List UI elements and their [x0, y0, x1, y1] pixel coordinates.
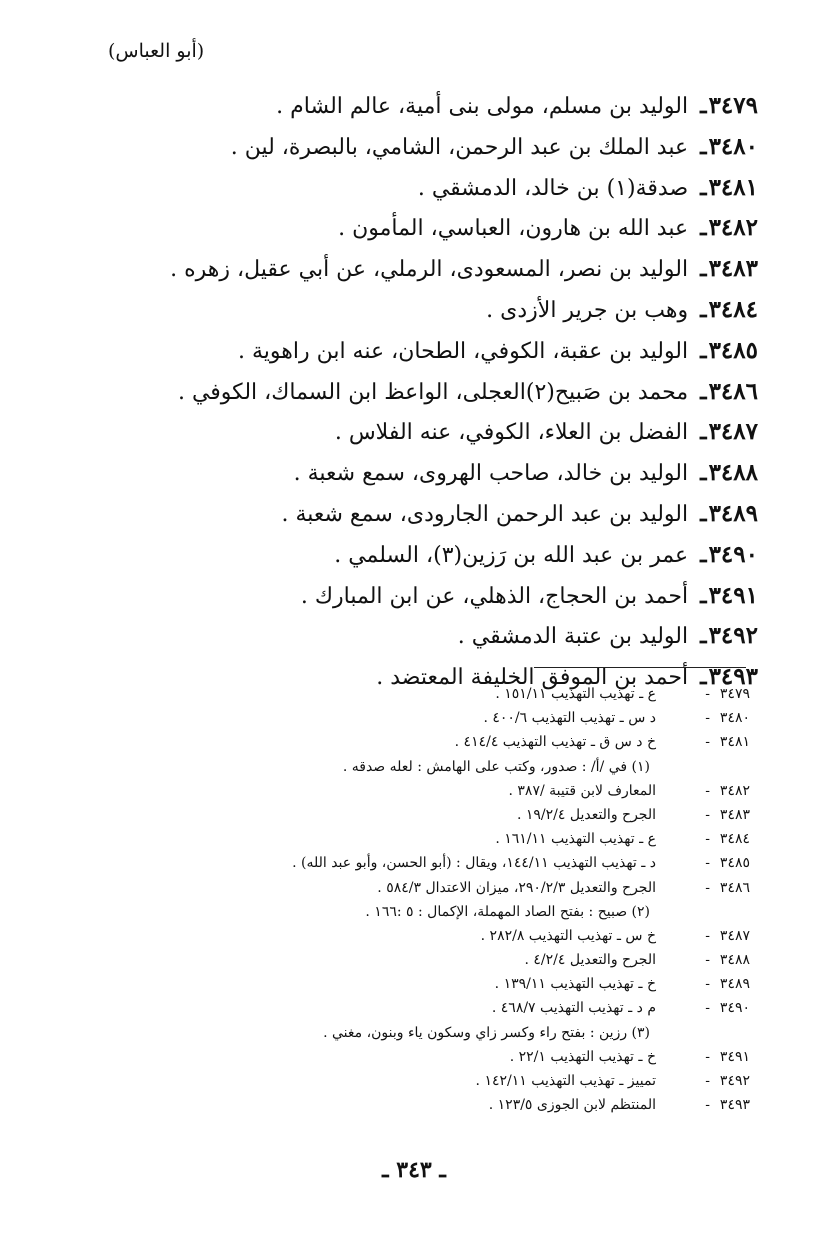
- note-dash: -: [705, 710, 710, 727]
- footnote-row: [30, 1021, 750, 1045]
- entry-dash: ـ: [700, 133, 707, 160]
- note-number: ٣٤٨٠: [719, 710, 750, 727]
- note-text: م د ـ تهذيب التهذيب ٤٦٨/٧ .: [491, 1000, 656, 1017]
- entry-text: أحمد بن الحجاج، الذهلي، عن ابن المبارك .: [300, 583, 689, 609]
- note-dash: -: [705, 1097, 710, 1114]
- entry-row: [58, 249, 758, 290]
- note-row: [30, 924, 750, 948]
- entry-text: الوليد بن خالد، صاحب الهروى، سمع شعبة .: [293, 461, 689, 487]
- note-dash: -: [705, 734, 710, 751]
- note-text: المنتظم لابن الجوزى ١٢٣/٥ .: [488, 1097, 656, 1114]
- note-number: ٣٤٩٢: [719, 1073, 750, 1089]
- entry-number: ٣٤٨٢: [708, 214, 758, 242]
- note-number: ٣٤٨٢: [719, 782, 750, 799]
- entry-row: [58, 372, 758, 413]
- note-number: ٣٤٨٥: [719, 855, 750, 872]
- entry-row: [58, 412, 758, 453]
- note-row: [30, 996, 750, 1020]
- note-dash: -: [705, 1073, 710, 1089]
- entry-dash: ـ: [700, 460, 707, 487]
- entry-row: [58, 168, 758, 209]
- entry-dash: ـ: [700, 337, 707, 364]
- note-number: ٣٤٨٣: [719, 806, 750, 823]
- entry-number: ٣٤٩٣: [708, 663, 758, 691]
- note-number: ٣٤٧٩: [719, 686, 750, 702]
- entries-list: [58, 86, 758, 698]
- entry-number: ٣٤٨٤: [708, 295, 758, 323]
- note-text: د ـ تهذيب التهذيب ١٤٤/١١، ويقال : (أبو الحسن، وأبو عبد الله) .: [292, 855, 656, 872]
- note-row: [30, 682, 750, 706]
- entry-dash: ـ: [700, 582, 707, 609]
- entry-dash: ـ: [700, 378, 707, 405]
- entry-text: عبد الله بن هارون، العباسي، المأمون .: [338, 216, 689, 242]
- note-number: ٣٤٨٦: [719, 879, 750, 896]
- note-row: [30, 803, 750, 827]
- entry-number: ٣٤٨٩: [708, 499, 758, 527]
- note-number: ٣٤٨٩: [719, 976, 750, 993]
- entry-row: [58, 127, 758, 168]
- entry-dash: ـ: [700, 500, 707, 527]
- note-text: تمييز ـ تهذيب التهذيب ١٤٢/١١ .: [475, 1073, 656, 1089]
- entry-text: الفضل بن العلاء، الكوفي، عنه الفلاس .: [334, 420, 689, 446]
- entry-number: ٣٤٩٠: [708, 540, 758, 568]
- entry-row: [58, 208, 758, 249]
- note-number: ٣٤٩١: [719, 1048, 750, 1065]
- note-number: ٣٤٨٤: [719, 831, 750, 848]
- entry-number: ٣٤٨٣: [708, 255, 758, 283]
- note-row: [30, 1045, 750, 1069]
- note-row: [30, 706, 750, 730]
- entry-row: [58, 616, 758, 657]
- notes-list: [30, 682, 750, 1117]
- entry-number: ٣٤٨٨: [708, 459, 758, 487]
- note-text: د س ـ تهذيب التهذيب ٤٠٠/٦ .: [483, 710, 656, 727]
- note-number: ٣٤٨١: [719, 734, 750, 751]
- note-number: ٣٤٩٠: [719, 1000, 750, 1017]
- note-text: الجرح والتعديل ٤/٢/٤ .: [524, 952, 656, 969]
- entry-number: ٣٤٨٦: [708, 377, 758, 405]
- entry-number: ٣٤٧٩: [708, 92, 758, 119]
- note-dash: -: [705, 879, 710, 896]
- entry-dash: ـ: [700, 215, 707, 242]
- note-row: [30, 972, 750, 996]
- note-dash: -: [705, 782, 710, 799]
- note-dash: -: [705, 1000, 710, 1017]
- note-text: المعارف لابن قتيبة /٣٨٧ .: [508, 782, 656, 799]
- note-text: ع ـ تهذيب التهذيب ١٦١/١١ .: [495, 831, 656, 848]
- note-dash: -: [705, 806, 710, 823]
- entry-dash: ـ: [700, 623, 707, 650]
- entry-text: الوليد بن عتبة الدمشقي .: [457, 624, 689, 650]
- entry-row: [58, 86, 758, 127]
- note-row: [30, 876, 750, 900]
- note-dash: -: [705, 976, 710, 993]
- note-row: [30, 1093, 750, 1117]
- note-row: [30, 1069, 750, 1093]
- note-text: (١) في /أ/ : صدور، وكتب على الهامش : لعله صدقه .: [342, 758, 650, 775]
- entry-text: عبد الملك بن عبد الرحمن، الشامي، بالبصرة، لين .: [230, 134, 689, 160]
- note-dash: -: [705, 1048, 710, 1065]
- note-text: الجرح والتعديل ١٩/٢/٤ .: [516, 806, 656, 823]
- note-row: [30, 730, 750, 754]
- note-text: خ ـ تهذيب التهذيب ٢٢/١ .: [509, 1048, 656, 1065]
- entry-number: ٣٤٨١: [708, 173, 758, 201]
- entry-text: أحمد بن الموفق الخليفة المعتضد .: [376, 665, 689, 691]
- entry-text: وهب بن جرير الأزدى .: [486, 297, 689, 323]
- note-text: (٢) صبيح : بفتح الصاد المهملة، الإكمال : ٥ :١٦٦ .: [365, 903, 650, 920]
- entry-number: ٣٤٩١: [708, 581, 758, 609]
- running-title: (أبو العباس): [108, 40, 205, 62]
- page-number: ـ ٣٤٣ ـ: [382, 1157, 446, 1183]
- entry-dash: ـ: [700, 93, 707, 119]
- entry-text: محمد بن صَبيح(٢)العجلى، الواعظ ابن السماك، الكوفي .: [177, 379, 689, 405]
- note-dash: -: [705, 831, 710, 848]
- entry-row: [58, 494, 758, 535]
- entry-dash: ـ: [700, 664, 707, 691]
- note-text: (٣) رزين : بفتح راء وكسر زاي وسكون ياء وبنون، مغني .: [323, 1024, 650, 1041]
- entry-dash: ـ: [700, 419, 707, 446]
- note-text: خ ـ تهذيب التهذيب ١٣٩/١١ .: [494, 976, 656, 993]
- entry-row: [58, 576, 758, 617]
- entry-row: [58, 290, 758, 331]
- entry-number: ٣٤٨٧: [708, 418, 758, 446]
- footnote-row: [30, 900, 750, 924]
- note-row: [30, 779, 750, 803]
- note-row: [30, 827, 750, 851]
- entry-text: عمر بن عبد الله بن رَزين(٣)، السلمي .: [334, 542, 689, 568]
- entry-number: ٣٤٩٢: [708, 622, 758, 650]
- note-text: ع ـ تهذيب التهذيب ١٥١/١١ .: [495, 686, 656, 702]
- note-text: الجرح والتعديل ٢٩٠/٢/٣، ميزان الاعتدال ٥٨٤/٣ .: [377, 879, 656, 896]
- entry-dash: ـ: [700, 541, 707, 568]
- entry-text: الوليد بن عبد الرحمن الجارودى، سمع شعبة .: [281, 501, 689, 527]
- footnote-row: [30, 755, 750, 779]
- entry-number: ٣٤٨٠: [708, 132, 758, 160]
- note-dash: -: [705, 952, 710, 969]
- entry-row: [58, 331, 758, 372]
- entry-text: الوليد بن نصر، المسعودى، الرملي، عن أبي عقيل، زهره .: [170, 257, 689, 283]
- note-number: ٣٤٩٣: [719, 1097, 750, 1114]
- entry-dash: ـ: [700, 296, 707, 323]
- note-number: ٣٤٨٨: [719, 952, 750, 969]
- entry-text: صدقة(١) بن خالد، الدمشقي .: [417, 175, 689, 201]
- entry-row: [58, 453, 758, 494]
- note-dash: -: [705, 686, 710, 702]
- note-dash: -: [705, 927, 710, 944]
- entry-number: ٣٤٨٥: [708, 336, 758, 364]
- note-number: ٣٤٨٧: [719, 927, 750, 944]
- note-row: [30, 948, 750, 972]
- note-dash: -: [705, 855, 710, 872]
- entry-text: الوليد بن عقبة، الكوفي، الطحان، عنه ابن راهوية .: [237, 338, 689, 364]
- entry-row: [58, 535, 758, 576]
- entry-text: الوليد بن مسلم، مولى بنى أمية، عالم الشام .: [276, 94, 689, 119]
- note-row: [30, 851, 750, 875]
- entry-dash: ـ: [700, 174, 707, 201]
- entry-dash: ـ: [700, 256, 707, 283]
- note-text: خ د س ق ـ تهذيب التهذيب ٤١٤/٤ .: [454, 734, 656, 751]
- note-text: خ س ـ تهذيب التهذيب ٢٨٢/٨ .: [480, 927, 656, 944]
- footnote-separator: [534, 667, 746, 668]
